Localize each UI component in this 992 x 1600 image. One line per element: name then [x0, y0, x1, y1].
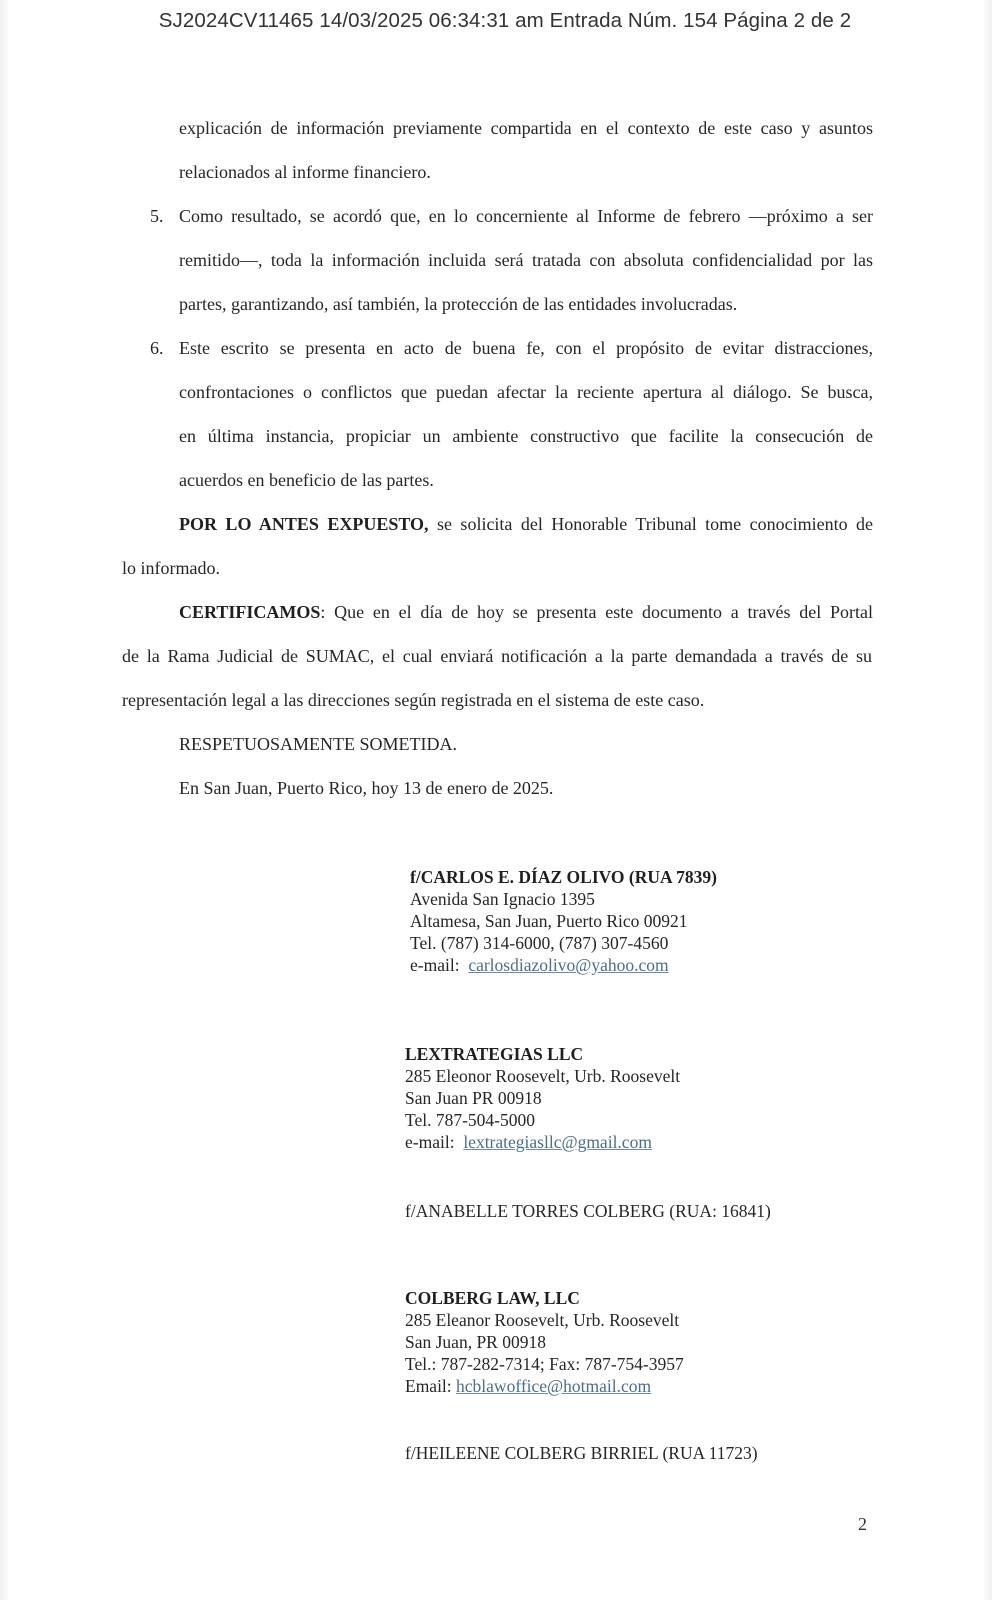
item-5-number: 5.: [150, 206, 164, 226]
filing-stamp: SJ2024CV11465 14/03/2025 06:34:31 am Entrada Núm. 154 Página 2 de 2: [158, 9, 852, 32]
address-line-2: San Juan PR 00918: [405, 1088, 542, 1108]
certificamos-line-3: representación legal a las direcciones según registrada en el sistema de este caso.: [122, 690, 705, 710]
signer-name: f/CARLOS E. DÍAZ OLIVO (RUA 7839): [410, 867, 717, 887]
page-edge-left: [0, 0, 8, 1600]
certificamos-heading: CERTIFICAMOS: [179, 602, 321, 622]
page-number: 2: [858, 1514, 867, 1534]
continuation-line-2: relacionados al informe financiero.: [179, 162, 431, 182]
item-6-number: 6.: [150, 338, 164, 358]
por-lo-antes-heading: POR LO ANTES EXPUESTO,: [179, 514, 429, 534]
address-line-1: 285 Eleonor Roosevelt, Urb. Roosevelt: [405, 1066, 681, 1086]
por-lo-antes-line-2: lo informado.: [122, 558, 220, 578]
certificamos-line-2: de la Rama Judicial de SUMAC, el cual enviará notificación a la parte demandada a través de su: [122, 646, 872, 666]
por-lo-antes-text: se solicita del Honorable Tribunal tome conocimiento de: [428, 514, 874, 534]
certificamos-line-1: [179, 590, 873, 634]
email-link[interactable]: hcblawoffice@hotmail.com: [456, 1376, 652, 1396]
respetuosamente-sometida: RESPETUOSAMENTE SOMETIDA.: [179, 734, 458, 754]
phone-line: Tel. (787) 314-6000, (787) 307-4560: [410, 933, 669, 953]
item-6-line-2: confrontaciones o conflictos que puedan afectar la reciente apertura al diálogo. Se busca,: [179, 382, 873, 402]
signature-block-colberg: [405, 1287, 684, 1397]
phone-line: Tel. 787-504-5000: [405, 1110, 536, 1130]
continuation-line-1: explicación de información previamente compartida en el contexto de este caso y asuntos: [179, 118, 873, 138]
firm-name: LEXTRATEGIAS LLC: [405, 1044, 584, 1064]
item-6-line-4: acuerdos en beneficio de las partes.: [179, 470, 434, 490]
email-link[interactable]: lextrategiasllc@gmail.com: [463, 1132, 652, 1152]
page-edge-right: [984, 0, 992, 1600]
certificamos-text: : Que en el día de hoy se presenta este documento a través del Portal: [320, 602, 873, 622]
signer-colberg-birriel: f/HEILEENE COLBERG BIRRIEL (RUA 11723): [405, 1443, 758, 1463]
phone-line: Tel.: 787-282-7314; Fax: 787-754-3957: [405, 1354, 684, 1374]
address-line-1: Avenida San Ignacio 1395: [410, 889, 595, 909]
address-line-2: San Juan, PR 00918: [405, 1332, 546, 1352]
email-link[interactable]: carlosdiazolivo@yahoo.com: [468, 955, 669, 975]
item-6-line-3: en última instancia, propiciar un ambiente constructivo que facilite la consecución de: [179, 426, 873, 446]
signer-torres-colberg: f/ANABELLE TORRES COLBERG (RUA: 16841): [405, 1201, 771, 1221]
item-6-line-1: Este escrito se presenta en acto de buena fe, con el propósito de evitar distracciones,: [179, 338, 873, 358]
email-label: Email:: [405, 1376, 452, 1396]
address-line-2: Altamesa, San Juan, Puerto Rico 00921: [410, 911, 688, 931]
email-label: e-mail:: [410, 955, 460, 975]
email-line: [410, 954, 717, 976]
firm-name: COLBERG LAW, LLC: [405, 1288, 580, 1308]
por-lo-antes-line-1: [179, 502, 873, 546]
address-line-1: 285 Eleanor Roosevelt, Urb. Roosevelt: [405, 1310, 680, 1330]
item-5-line-3: partes, garantizando, así también, la protección de las entidades involucradas.: [179, 294, 738, 314]
signature-block-lextrategias: [405, 1043, 680, 1153]
signature-block-diaz: [410, 866, 717, 976]
email-label: e-mail:: [405, 1132, 455, 1152]
email-line: [405, 1375, 684, 1397]
place-and-date: En San Juan, Puerto Rico, hoy 13 de enero de 2025.: [179, 778, 554, 798]
email-line: [405, 1131, 680, 1153]
item-5-line-2: remitido—, toda la información incluida será tratada con absoluta confidencialidad por las: [179, 250, 873, 270]
item-5-line-1: Como resultado, se acordó que, en lo concerniente al Informe de febrero —próximo a ser: [179, 206, 873, 226]
